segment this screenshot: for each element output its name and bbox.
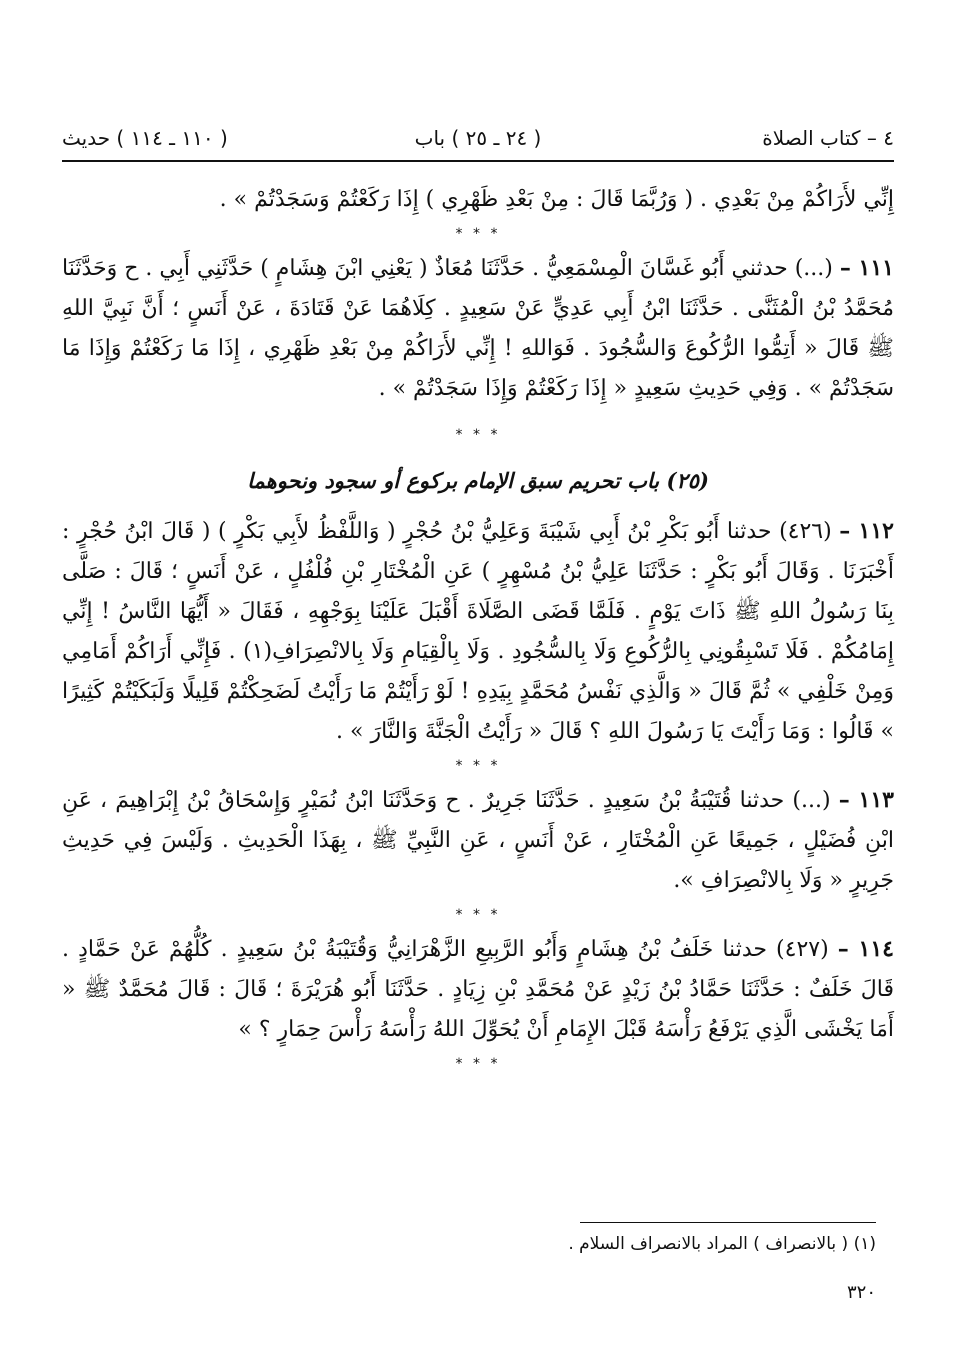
main-text (62, 180, 894, 1078)
hadith-text: (...) حدثنا قُتَيْبَةُ بْنُ سَعِيدٍ . حَدَّثَنَا جَرِيرٌ . ح وَحَدَّثَنَا ابْنُ نُمَيْرٍ وَإِسْحَاقُ بْنُ إِبْرَاهِيمَ ، عَنِ ابْنِ فُضَيْلٍ ، جَمِيعًا عَنِ الْمُخْتَارِ ، عَنْ أَنَسٍ ، عَنِ النَّبِيِّ ﷺ ، بِهَذَا الْحَدِيثِ . وَلَيْسَ فِي حَدِيثِ جَرِيرٍ « وَلَا بِالانْصِرَافِ ». (62, 788, 894, 893)
separator-stars: * * * (455, 907, 501, 923)
separator-stars: * * * (455, 427, 501, 443)
chapter-heading: (٢٥) باب تحريم سبق الإمام بركوع أو سجود ونحوهما (247, 468, 709, 493)
footnote: (١) ( بالانصراف ) المراد بالانصراف السلام . (568, 1234, 876, 1254)
hadith-paragraph (62, 780, 894, 901)
footnote-rule (580, 1222, 876, 1223)
hadith-paragraph (62, 248, 894, 409)
hadith-number: ١١٤ – (837, 936, 894, 962)
header-book-title: ٤ – كتاب الصلاة (762, 126, 894, 150)
hadith-number: ١١٣ – (838, 787, 894, 813)
hadith-number: ١١١ – (839, 255, 894, 281)
page-number: ٣٢٠ (846, 1282, 876, 1303)
separator-stars: * * * (455, 1056, 501, 1072)
separator-stars: * * * (455, 226, 501, 242)
header-hadith-range: ( ١١٠ ـ ١١٤ ) حديث (62, 126, 228, 150)
running-header (62, 120, 894, 160)
hadith-number: ١١٢ – (839, 518, 894, 544)
hadith-text: (...) حدثني أَبُو غَسَّانَ الْمِسْمَعِيُّ . حَدَّثَنَا مُعَاذٌ ( يَعْنِي ابْنَ هِشَامٍ ) حَدَّثَنِي أَبِي . ح وَحَدَّثَنَا مُحَمَّدُ بْنُ الْمُثَنَّى . حَدَّثَنَا ابْنُ أَبِي عَدِيٍّ عَنْ سَعِيدٍ . كِلَاهُمَا عَنْ قَتَادَةَ ، عَنْ أَنَسٍ ؛ أَنَّ نَبِيَّ اللهِ ﷺ قَالَ « أَتِمُّوا الرُّكُوعَ وَالسُّجُودَ . فَوَاللهِ ! إِنِّي لأَرَاكُمْ مِنْ بَعْدِ ظَهْرِي ، إِذَا مَا رَكَعْتُمْ وَإِذَا مَا سَجَدْتُمْ » . وَفِي حَدِيثِ سَعِيدٍ « إِذَا رَكَعْتُمْ وَإِذَا سَجَدْتُمْ » . (62, 256, 894, 401)
separator-stars: * * * (455, 758, 501, 774)
hadith-text: (٤٢٧) حدثنا خَلَفُ بْنُ هِشَامٍ وَأَبُو الرَّبِيعِ الزَّهْرَانِيُّ وَقُتَيْبَةُ بْنُ سَعِيدٍ . كُلُّهُمْ عَنْ حَمَّادٍ . قَالَ خَلَفٌ : حَدَّثَنَا حَمَّادُ بْنُ زَيْدٍ عَنْ مُحَمَّدِ بْنِ زِيَادٍ . حَدَّثَنَا أَبُو هُرَيْرَةَ ؛ قَالَ : قَالَ مُحَمَّدٌ ﷺ « أَمَا يَخْشَى الَّذِي يَرْفَعُ رَأْسَهُ قَبْلَ الإِمَامِ أَنْ يُحَوِّلَ اللهُ رَأْسَهُ رَأْسَ حِمَارٍ ؟ » (62, 937, 894, 1042)
header-rule (62, 160, 894, 162)
text-paragraph: إِنِّي لأَرَاكُمْ مِنْ بَعْدِي . ( وَرُبَّمَا قَالَ : مِنْ بَعْدِ ظَهْرِي ) إِذَا رَكَعْتُمْ وَسَجَدْتُمْ » . (219, 187, 894, 212)
header-chapter-range: ( ٢٤ ـ ٢٥ ) باب (414, 126, 542, 150)
hadith-paragraph (62, 511, 894, 752)
hadith-text: (٤٢٦) حدثنا أَبُو بَكْرِ بْنُ أَبِي شَيْبَةَ وَعَلِيُّ بْنُ حُجْرٍ ( وَاللَّفْظُ لأَبِي بَكْرٍ ) ( قَالَ ابْنُ حُجْرٍ : أَخْبَرَنَا . وَقَالَ أَبُو بَكْرٍ : حَدَّثَنَا عَلِيُّ بْنُ مُسْهِرٍ ) عَنِ الْمُخْتَارِ بْنِ فُلْفُلٍ ، عَنْ أَنَسٍ ؛ قَالَ : صَلَّى بِنَا رَسُولُ اللهِ ﷺ ذَاتَ يَوْمٍ . فَلَمَّا قَضَى الصَّلَاةَ أَقْبَلَ عَلَيْنَا بِوَجْهِهِ ، فَقَالَ « أَيُّهَا النَّاسُ ! إِنِّي إِمَامُكُمْ . فَلَا تَسْبِقُونِي بِالرُّكُوعِ وَلَا بِالسُّجُودِ . وَلَا بِالْقِيَامِ وَلَا بِالانْصِرَافِ(١) . فَإِنِّي أَرَاكُمْ أَمَامِي وَمِنْ خَلْفِي » ثُمَّ قَالَ « وَالَّذِي نَفْسُ مُحَمَّدٍ بِيَدِهِ ! لَوْ رَأَيْتُمْ مَا رَأَيْتُ لَضَحِكْتُمْ قَلِيلًا وَلَبَكَيْتُمْ كَثِيرًا » قَالُوا : وَمَا رَأَيْتَ يَا رَسُولَ اللهِ ؟ قَالَ « رَأَيْتُ الْجَنَّةَ وَالنَّارَ » . (62, 519, 894, 744)
hadith-paragraph (62, 929, 894, 1050)
